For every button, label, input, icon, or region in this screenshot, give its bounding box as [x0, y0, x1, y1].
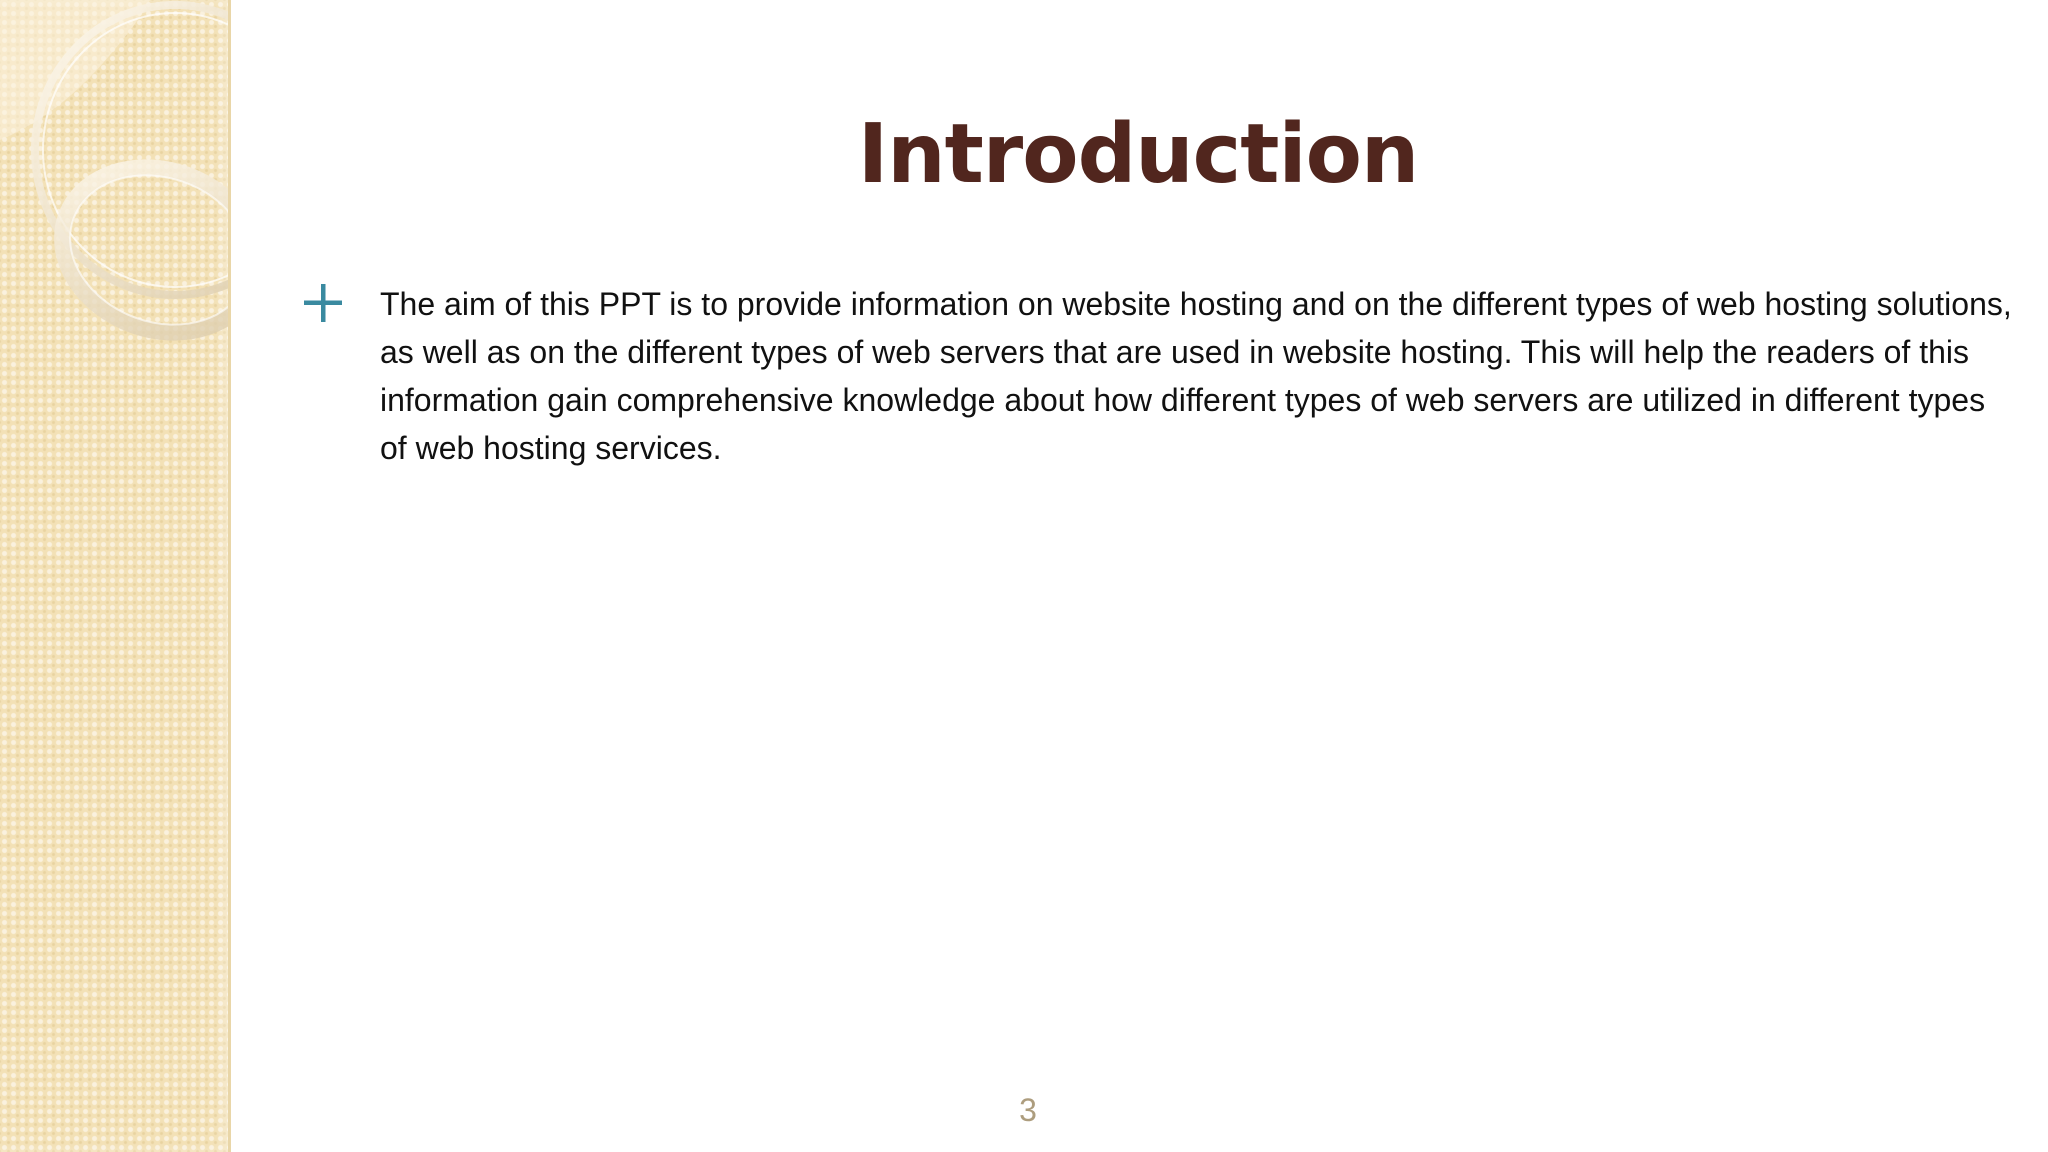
bullet-list: [300, 272, 2012, 472]
page-number: 3: [1019, 1092, 1037, 1128]
slide-title: Introduction: [857, 107, 1419, 202]
decorative-side-panel: [0, 0, 231, 1152]
plus-icon: [300, 280, 346, 326]
decorative-rings: [0, 0, 228, 1152]
list-item: [300, 280, 2012, 472]
bullet-text: The aim of this PPT is to provide information on website hosting and on the different types of web hosting solutions, as well as on the different types of web servers that are used in website hosting. This will help the readers of this information gain comprehensive knowledge about how different types of web servers are utilized in different types of web hosting services.: [380, 286, 2012, 466]
